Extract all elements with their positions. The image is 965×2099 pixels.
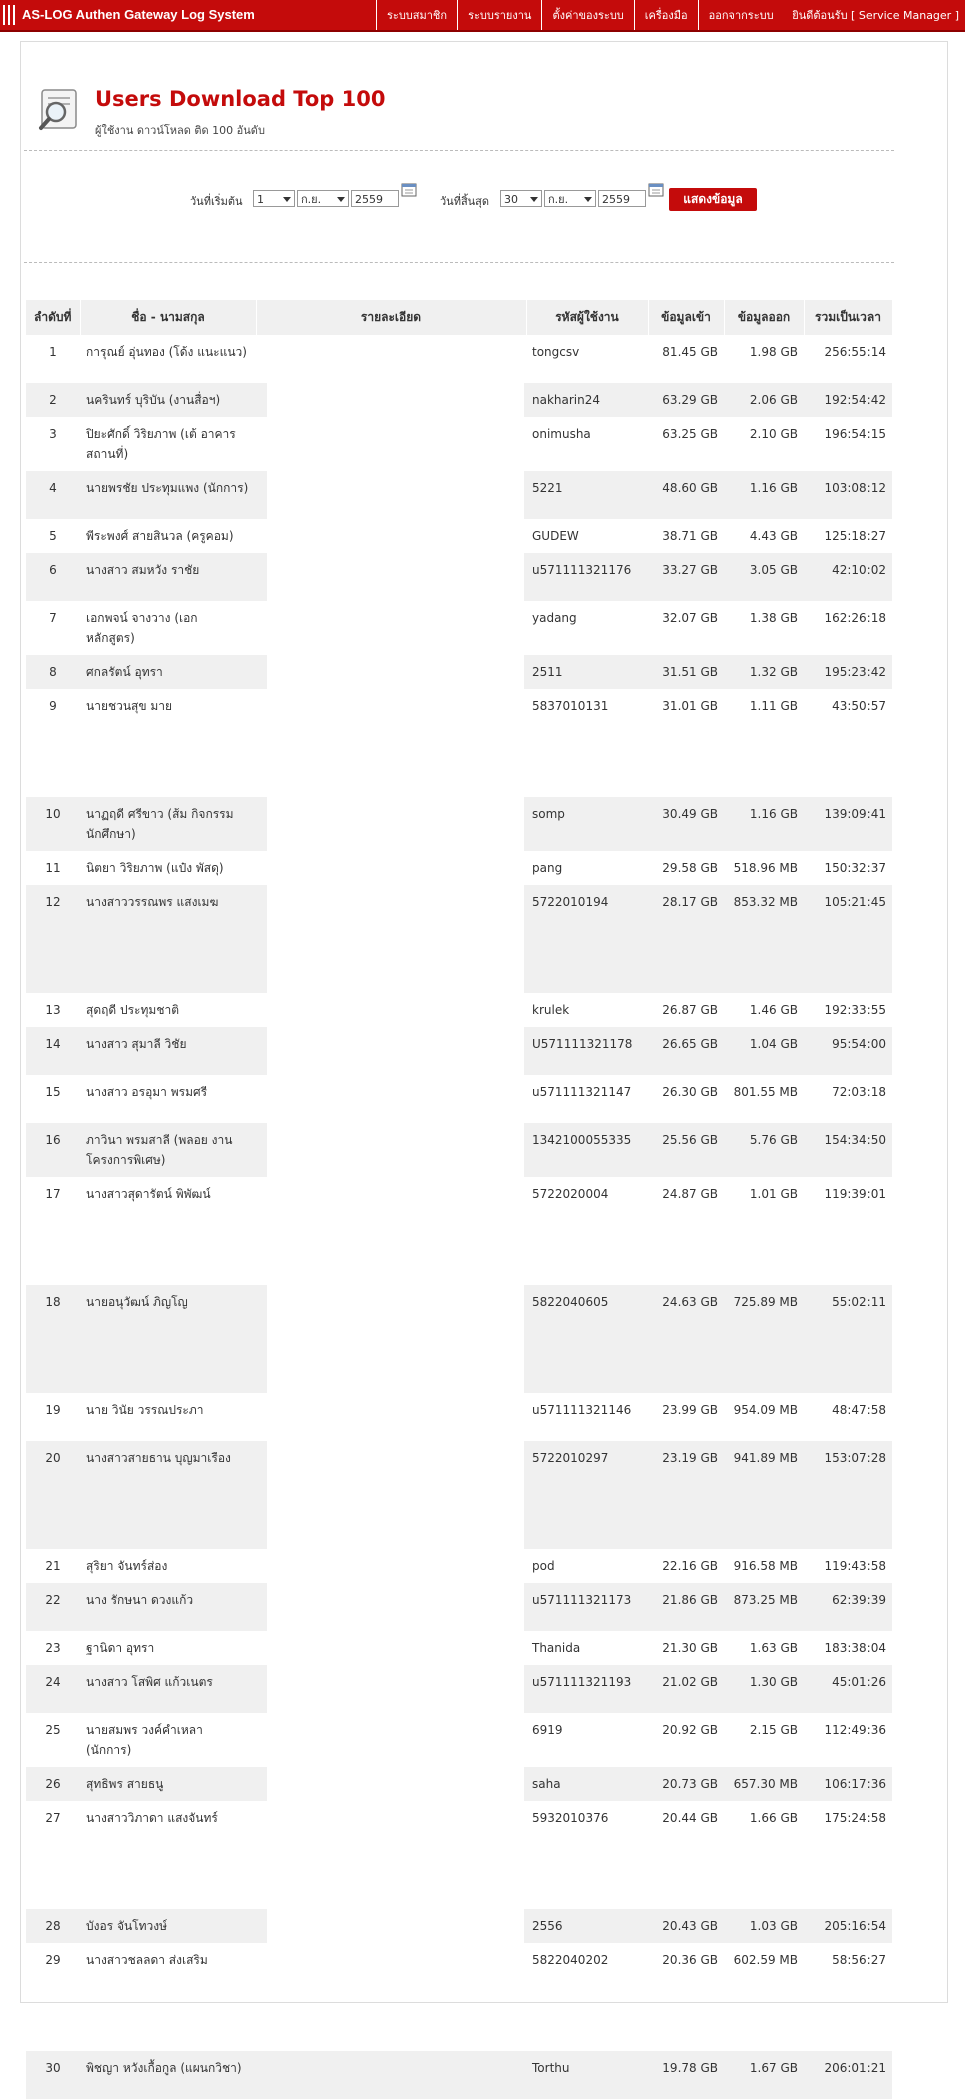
divider: [24, 262, 894, 263]
rank-cell: 8: [26, 655, 80, 689]
time-cell: 206:01:21: [804, 2051, 892, 2099]
rank-cell: 5: [49, 529, 57, 543]
rank-cell: 7: [49, 611, 57, 625]
upload-cell: 2.06 GB: [724, 383, 804, 417]
start-month-select[interactable]: ก.ย.: [297, 190, 349, 207]
name-cell: นาย วินัย วรรณประภา: [86, 1403, 204, 1417]
name-cell: พิชญา หวังเกื้อกูล (แผนกวิชา): [80, 2051, 256, 2099]
detail-cell: [256, 2051, 526, 2099]
time-cell: 48:47:58: [832, 1403, 886, 1417]
rank-cell: 24: [26, 1665, 80, 1713]
upload-cell: 916.58 MB: [733, 1559, 798, 1573]
name-cell: นางสาว สมหวัง ราชัย: [80, 553, 256, 601]
upload-cell: 1.67 GB: [724, 2051, 804, 2099]
redaction-overlay: [267, 336, 524, 1972]
name-cell: นายพรชัย ประทุมแพง (นักการ): [80, 471, 256, 519]
time-cell: 256:55:14: [824, 345, 886, 359]
upload-cell: 4.43 GB: [749, 529, 798, 543]
time-cell: 139:09:41: [804, 797, 892, 851]
time-cell: 205:16:54: [804, 1909, 892, 1943]
rank-cell: 28: [26, 1909, 80, 1943]
download-cell: 23.19 GB: [648, 1441, 724, 1549]
download-cell: 29.58 GB: [662, 861, 718, 875]
time-cell: 153:07:28: [804, 1441, 892, 1549]
time-cell: 175:24:58: [824, 1811, 886, 1825]
rank-cell: 25: [45, 1723, 61, 1737]
time-cell: 192:54:42: [804, 383, 892, 417]
userid-cell: nakharin24: [526, 383, 648, 417]
userid-cell: 5221: [526, 471, 648, 519]
name-cell: นาฏฤดี ศรีขาว (ส้ม กิจกรรมนักศึกษา): [80, 797, 256, 851]
name-cell: ฐานิดา อุทรา: [86, 1641, 155, 1655]
rank-cell: 23: [45, 1641, 61, 1655]
time-cell: 95:54:00: [804, 1027, 892, 1075]
time-cell: 192:33:55: [824, 1003, 886, 1017]
rank-cell: 1: [49, 345, 57, 359]
name-cell: เอกพจน์ จางวาง (เอก หลักสูตร): [86, 611, 198, 645]
download-cell: 21.30 GB: [662, 1641, 718, 1655]
upload-cell: 1.04 GB: [724, 1027, 804, 1075]
userid-cell: 5822040605: [526, 1285, 648, 1393]
rank-cell: 29: [45, 1953, 61, 1967]
name-cell: นางสาววรรณพร แสงเมฆ: [80, 885, 256, 993]
time-cell: 162:26:18: [824, 611, 886, 625]
name-cell: ภาวินา พรมสาลี (พลอย งานโครงการพิเศษ): [80, 1123, 256, 1177]
table-header: [26, 300, 892, 335]
col-upload: ข้อมูลออก: [724, 300, 804, 335]
end-month-select[interactable]: ก.ย.: [544, 190, 596, 207]
rank-cell: 6: [26, 553, 80, 601]
download-cell: 26.87 GB: [662, 1003, 718, 1017]
download-cell: 20.36 GB: [662, 1953, 718, 1967]
app-brand[interactable]: AS-LOG Authen Gateway Log System: [22, 7, 255, 22]
userid-cell: somp: [526, 797, 648, 851]
rank-cell: 16: [26, 1123, 80, 1177]
userid-cell: U571111321178: [526, 1027, 648, 1075]
download-cell: 26.30 GB: [662, 1085, 718, 1099]
upload-cell: 518.96 MB: [733, 861, 798, 875]
download-cell: 38.71 GB: [662, 529, 718, 543]
show-data-button[interactable]: แสดงข้อมูล: [669, 188, 757, 211]
rank-cell: 20: [26, 1441, 80, 1549]
upload-cell: 5.76 GB: [724, 1123, 804, 1177]
userid-cell: yadang: [532, 611, 577, 625]
end-date-label: วันที่สิ้นสุด: [440, 195, 490, 208]
download-cell: 32.07 GB: [662, 611, 718, 625]
main-menu: [376, 0, 784, 30]
start-date-label: วันที่เริ่มต้น: [190, 195, 243, 208]
download-cell: 33.27 GB: [648, 553, 724, 601]
calendar-icon[interactable]: [401, 182, 417, 197]
upload-cell: 3.05 GB: [724, 553, 804, 601]
userid-cell: 5722010194: [526, 885, 648, 993]
report-search-icon: [38, 88, 82, 132]
rank-cell: 10: [26, 797, 80, 851]
upload-cell: 725.89 MB: [724, 1285, 804, 1393]
time-cell: 195:23:42: [804, 655, 892, 689]
time-cell: 45:01:26: [804, 1665, 892, 1713]
upload-cell: 1.98 GB: [749, 345, 798, 359]
time-cell: 154:34:50: [804, 1123, 892, 1177]
menu-tools[interactable]: เครื่องมือ: [634, 0, 698, 30]
upload-cell: 1.38 GB: [749, 611, 798, 625]
name-cell: นายสมพร วงค์คำเหลา (นักการ): [86, 1723, 203, 1757]
upload-cell: 954.09 MB: [733, 1403, 798, 1417]
userid-cell: 5837010131: [532, 699, 609, 713]
page-title: Users Download Top 100: [95, 87, 386, 111]
userid-cell: u571111321146: [532, 1403, 632, 1417]
upload-cell: 1.32 GB: [724, 655, 804, 689]
rank-cell: 13: [45, 1003, 61, 1017]
name-cell: ปิยะศักดิ์ วิริยภาพ (เต้ อาคารสถานที่): [86, 427, 236, 461]
rank-cell: 14: [26, 1027, 80, 1075]
upload-cell: 1.16 GB: [724, 471, 804, 519]
name-cell: สุริยา จันทร์ส่อง: [86, 1559, 168, 1573]
rank-cell: 12: [26, 885, 80, 993]
upload-cell: 1.30 GB: [724, 1665, 804, 1713]
time-cell: 106:17:36: [804, 1767, 892, 1801]
download-cell: 21.86 GB: [648, 1583, 724, 1631]
name-cell: บังอร จันโทวงษ์: [80, 1909, 256, 1943]
time-cell: 119:43:58: [824, 1559, 886, 1573]
name-cell: สุทธิพร สายธนู: [80, 1767, 256, 1801]
name-cell: นาง รักษนา ดวงแก้ว: [80, 1583, 256, 1631]
download-cell: 48.60 GB: [648, 471, 724, 519]
name-cell: นางสาวสายธาน บุญมาเรือง: [80, 1441, 256, 1549]
end-day-select[interactable]: 30: [500, 190, 542, 207]
time-cell: 42:10:02: [804, 553, 892, 601]
userid-cell: 6919: [532, 1723, 563, 1737]
time-cell: 112:49:36: [824, 1723, 886, 1737]
time-cell: 55:02:11: [804, 1285, 892, 1393]
userid-cell: 2511: [526, 655, 648, 689]
upload-cell: 602.59 MB: [733, 1953, 798, 1967]
col-download: ข้อมูลเข้า: [648, 300, 724, 335]
userid-cell: tongcsv: [532, 345, 580, 359]
time-cell: 196:54:15: [824, 427, 886, 441]
upload-cell: 873.25 MB: [724, 1583, 804, 1631]
userid-cell: saha: [526, 1767, 648, 1801]
time-cell: 119:39:01: [824, 1187, 886, 1201]
time-cell: 103:08:12: [804, 471, 892, 519]
name-cell: นครินทร์ บุริบัน (งานสื่อฯ): [80, 383, 256, 417]
userid-cell: 2556: [526, 1909, 648, 1943]
end-year-input[interactable]: 2559: [598, 190, 646, 207]
upload-cell: 1.03 GB: [724, 1909, 804, 1943]
upload-cell: 1.01 GB: [749, 1187, 798, 1201]
upload-cell: 1.63 GB: [749, 1641, 798, 1655]
userid-cell: pang: [532, 861, 563, 875]
upload-cell: 657.30 MB: [724, 1767, 804, 1801]
userid-cell: Thanida: [532, 1641, 581, 1655]
rank-cell: 9: [49, 699, 57, 713]
userid-cell: onimusha: [532, 427, 591, 441]
name-cell: นายอนุวัฒน์ ภิญโญ: [80, 1285, 256, 1393]
rank-cell: 19: [45, 1403, 61, 1417]
start-year-input[interactable]: 2559: [351, 190, 399, 207]
userid-cell: 1342100055335: [526, 1123, 648, 1177]
rank-cell: 11: [45, 861, 61, 875]
time-cell: 183:38:04: [824, 1641, 886, 1655]
divider: [24, 150, 894, 151]
rank-cell: 22: [26, 1583, 80, 1631]
download-cell: 22.16 GB: [662, 1559, 718, 1573]
userid-cell: u571111321176: [526, 553, 648, 601]
date-filter: [0, 188, 965, 212]
rank-cell: 15: [45, 1085, 61, 1099]
upload-cell: 2.10 GB: [749, 427, 798, 441]
userid-cell: GUDEW: [532, 529, 579, 543]
name-cell: ศกลรัตน์ อุทรา: [80, 655, 256, 689]
rank-cell: 2: [26, 383, 80, 417]
upload-cell: 801.55 MB: [733, 1085, 798, 1099]
name-cell: นางสาว อรอุมา พรมศรี: [86, 1085, 208, 1099]
download-cell: 24.87 GB: [662, 1187, 718, 1201]
userid-cell: 5822040202: [532, 1953, 609, 1967]
download-cell: 63.29 GB: [648, 383, 724, 417]
download-cell: 31.51 GB: [648, 655, 724, 689]
menu-settings[interactable]: ตั้งค่าของระบบ: [541, 0, 633, 30]
name-cell: นางสาววิภาดา แสงจันทร์: [86, 1811, 218, 1825]
time-cell: 58:56:27: [832, 1953, 886, 1967]
col-name: ชื่อ - นามสกุล: [80, 300, 256, 335]
col-rank: ลำดับที่: [26, 300, 80, 335]
time-cell: 72:03:18: [832, 1085, 886, 1099]
upload-cell: 2.15 GB: [749, 1723, 798, 1737]
page-subtitle: ผู้ใช้งาน ดาวน์โหลด ติด 100 อันดับ: [95, 124, 265, 137]
name-cell: สุดฤดี ประทุมชาติ: [86, 1003, 179, 1017]
menu-members[interactable]: ระบบสมาชิก: [376, 0, 457, 30]
download-cell: 26.65 GB: [648, 1027, 724, 1075]
name-cell: นายชวนสุข มาย: [86, 699, 173, 713]
name-cell: นางสาว สุมาลี วิชัย: [80, 1027, 256, 1075]
download-cell: 20.92 GB: [662, 1723, 718, 1737]
rank-cell: 21: [45, 1559, 61, 1573]
download-cell: 20.73 GB: [648, 1767, 724, 1801]
menu-reports[interactable]: ระบบรายงาน: [457, 0, 541, 30]
download-cell: 21.02 GB: [648, 1665, 724, 1713]
download-cell: 63.25 GB: [662, 427, 718, 441]
download-cell: 19.78 GB: [648, 2051, 724, 2099]
upload-cell: 1.66 GB: [749, 1811, 798, 1825]
download-cell: 30.49 GB: [648, 797, 724, 851]
rank-cell: 17: [45, 1187, 61, 1201]
download-cell: 20.43 GB: [648, 1909, 724, 1943]
menu-grip-icon: [3, 5, 15, 25]
name-cell: พีระพงศ์ สายสินวล (ครูคอม): [86, 529, 234, 543]
download-cell: 25.56 GB: [648, 1123, 724, 1177]
userid-cell: u571111321147: [532, 1085, 632, 1099]
time-cell: 43:50:57: [832, 699, 886, 713]
name-cell: นางสาวสุดารัตน์ พิพัฒน์: [86, 1187, 211, 1201]
upload-cell: 1.11 GB: [749, 699, 798, 713]
col-detail: รายละเอียด: [256, 300, 526, 335]
time-cell: 105:21:45: [804, 885, 892, 993]
download-cell: 23.99 GB: [662, 1403, 718, 1417]
upload-cell: 853.32 MB: [724, 885, 804, 993]
userid-cell: u571111321193: [526, 1665, 648, 1713]
userid-cell: 5722020004: [532, 1187, 609, 1201]
col-time: รวมเป็นเวลา: [804, 300, 892, 335]
name-cell: การุณย์ อุ่นทอง (โด้ง แนะแนว): [86, 345, 247, 359]
name-cell: นางสาว โสพิศ แก้วเนตร: [80, 1665, 256, 1713]
download-cell: 24.63 GB: [648, 1285, 724, 1393]
table-row: [26, 2051, 892, 2099]
menu-logout[interactable]: ออกจากระบบ: [698, 0, 784, 30]
userid-cell: krulek: [532, 1003, 570, 1017]
rank-cell: 26: [26, 1767, 80, 1801]
userid-cell: pod: [532, 1559, 555, 1573]
download-cell: 20.44 GB: [662, 1811, 718, 1825]
name-cell: นิตยา วิริยภาพ (แป๋ง พัสดุ): [86, 861, 224, 875]
top-navbar: [0, 0, 965, 32]
userid-cell: 5932010376: [532, 1811, 609, 1825]
download-cell: 81.45 GB: [662, 345, 718, 359]
upload-cell: 941.89 MB: [724, 1441, 804, 1549]
rank-cell: 18: [26, 1285, 80, 1393]
time-cell: 125:18:27: [824, 529, 886, 543]
userid-cell: 5722010297: [526, 1441, 648, 1549]
welcome-user[interactable]: ยินดีต้อนรับ [ Service Manager ]: [792, 9, 959, 22]
upload-cell: 1.16 GB: [724, 797, 804, 851]
download-cell: 28.17 GB: [648, 885, 724, 993]
rank-cell: 4: [26, 471, 80, 519]
time-cell: 150:32:37: [824, 861, 886, 875]
userid-cell: Torthu: [526, 2051, 648, 2099]
userid-cell: u571111321173: [526, 1583, 648, 1631]
rank-cell: 3: [49, 427, 57, 441]
name-cell: นางสาวชลลดา ส่งเสริม: [86, 1953, 208, 1967]
time-cell: 62:39:39: [804, 1583, 892, 1631]
rank-cell: 27: [45, 1811, 61, 1825]
upload-cell: 1.46 GB: [749, 1003, 798, 1017]
col-userid: รหัสผู้ใช้งาน: [526, 300, 648, 335]
start-day-select[interactable]: 1: [253, 190, 295, 207]
rank-cell: 30: [26, 2051, 80, 2099]
download-cell: 31.01 GB: [662, 699, 718, 713]
calendar-icon[interactable]: [648, 182, 664, 197]
